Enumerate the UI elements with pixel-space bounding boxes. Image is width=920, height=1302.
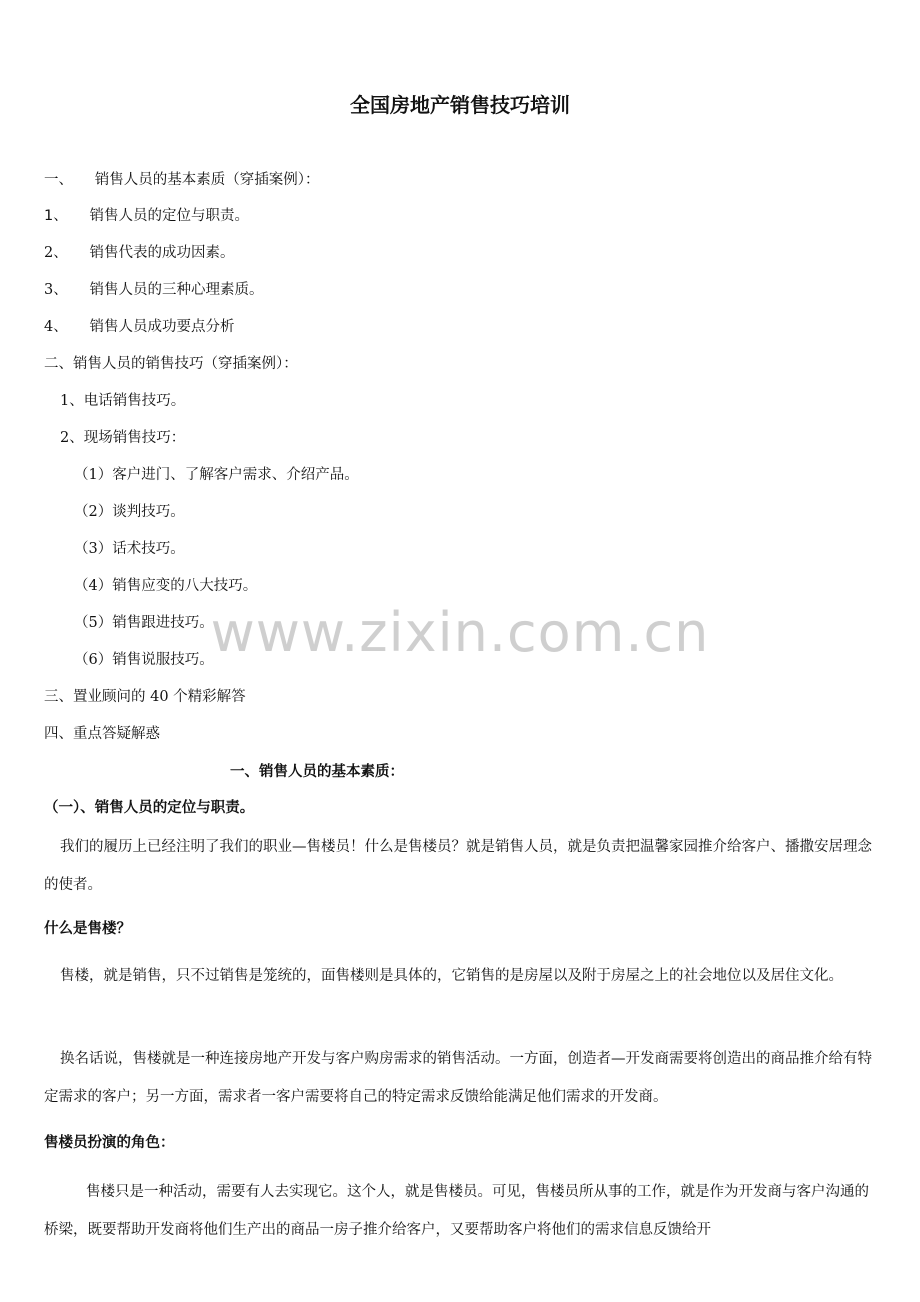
outline-item-2-2-5: （5）销售跟进技巧。 [74, 615, 214, 631]
outline-item-2-2: 2、现场销售技巧： [60, 430, 186, 446]
outline-section-1: 一、 销售人员的基本素质（穿插案例）： [44, 172, 320, 188]
outline-item-2-1: 1、电话销售技巧。 [60, 393, 186, 409]
outline-item-1-3: 3、 销售人员的三种心理素质。 [44, 282, 264, 298]
question-heading-2: 售楼员扮演的角色： [44, 1135, 175, 1151]
question-heading-1: 什么是售楼？ [44, 921, 131, 937]
outline-item-2-2-6: （6）销售说服技巧。 [74, 652, 214, 668]
watermark: www.zixin.com.cn [210, 601, 710, 664]
paragraph-2: 售楼，就是销售，只不过销售是笼统的，面售楼则是具体的，它销售的是房屋以及附于房屋之上的社会地位以及居住文化。 [60, 968, 843, 984]
outline-item-2-2-3: （3）话术技巧。 [74, 541, 185, 557]
paragraph-4: 售楼只是一种活动，需要有人去实现它。这个人，就是售楼员。可见，售楼员所从事的工作，就是作为开发商与客户沟通的桥梁，既要帮助开发商将他们生产出的商品一房子推介给客户，又要帮助客户将他们的需求信息反馈给开 [44, 1184, 869, 1238]
outline-section-2: 二、销售人员的销售技巧（穿插案例）： [44, 356, 298, 372]
outline-item-2-2-2: （2）谈判技巧。 [74, 504, 185, 520]
paragraph-1: 我们的履历上已经注明了我们的职业—售楼员！什么是售楼员？就是销售人员，就是负责把温馨家园推介给客户、播撒安居理念的使者。 [44, 839, 872, 893]
sub-heading: （一）、销售人员的定位与职责。 [44, 800, 255, 816]
outline-item-2-2-1: （1）客户进门、了解客户需求、介绍产品。 [74, 467, 359, 483]
document-title: 全国房地产销售技巧培训 [350, 93, 570, 117]
outline-section-3: 三、置业顾问的 40 个精彩解答 [44, 689, 246, 705]
outline-item-1-4: 4、 销售人员成功要点分析 [44, 319, 235, 335]
outline-item-1-1: 1、 销售人员的定位与职责。 [44, 208, 249, 224]
paragraph-3: 换名话说，售楼就是一种连接房地产开发与客户购房需求的销售活动。一方面，创造者—开发商需要将创造出的商品推介给有特定需求的客户；另一方面，需求者一客户需要将自己的特定需求反馈给能满足他们需求的开发商。 [44, 1051, 872, 1105]
outline-section-4: 四、重点答疑解惑 [44, 726, 160, 742]
section-heading: 一、销售人员的基本素质： [230, 764, 404, 780]
outline-item-2-2-4: （4）销售应变的八大技巧。 [74, 578, 258, 594]
outline-item-1-2: 2、 销售代表的成功因素。 [44, 245, 235, 261]
